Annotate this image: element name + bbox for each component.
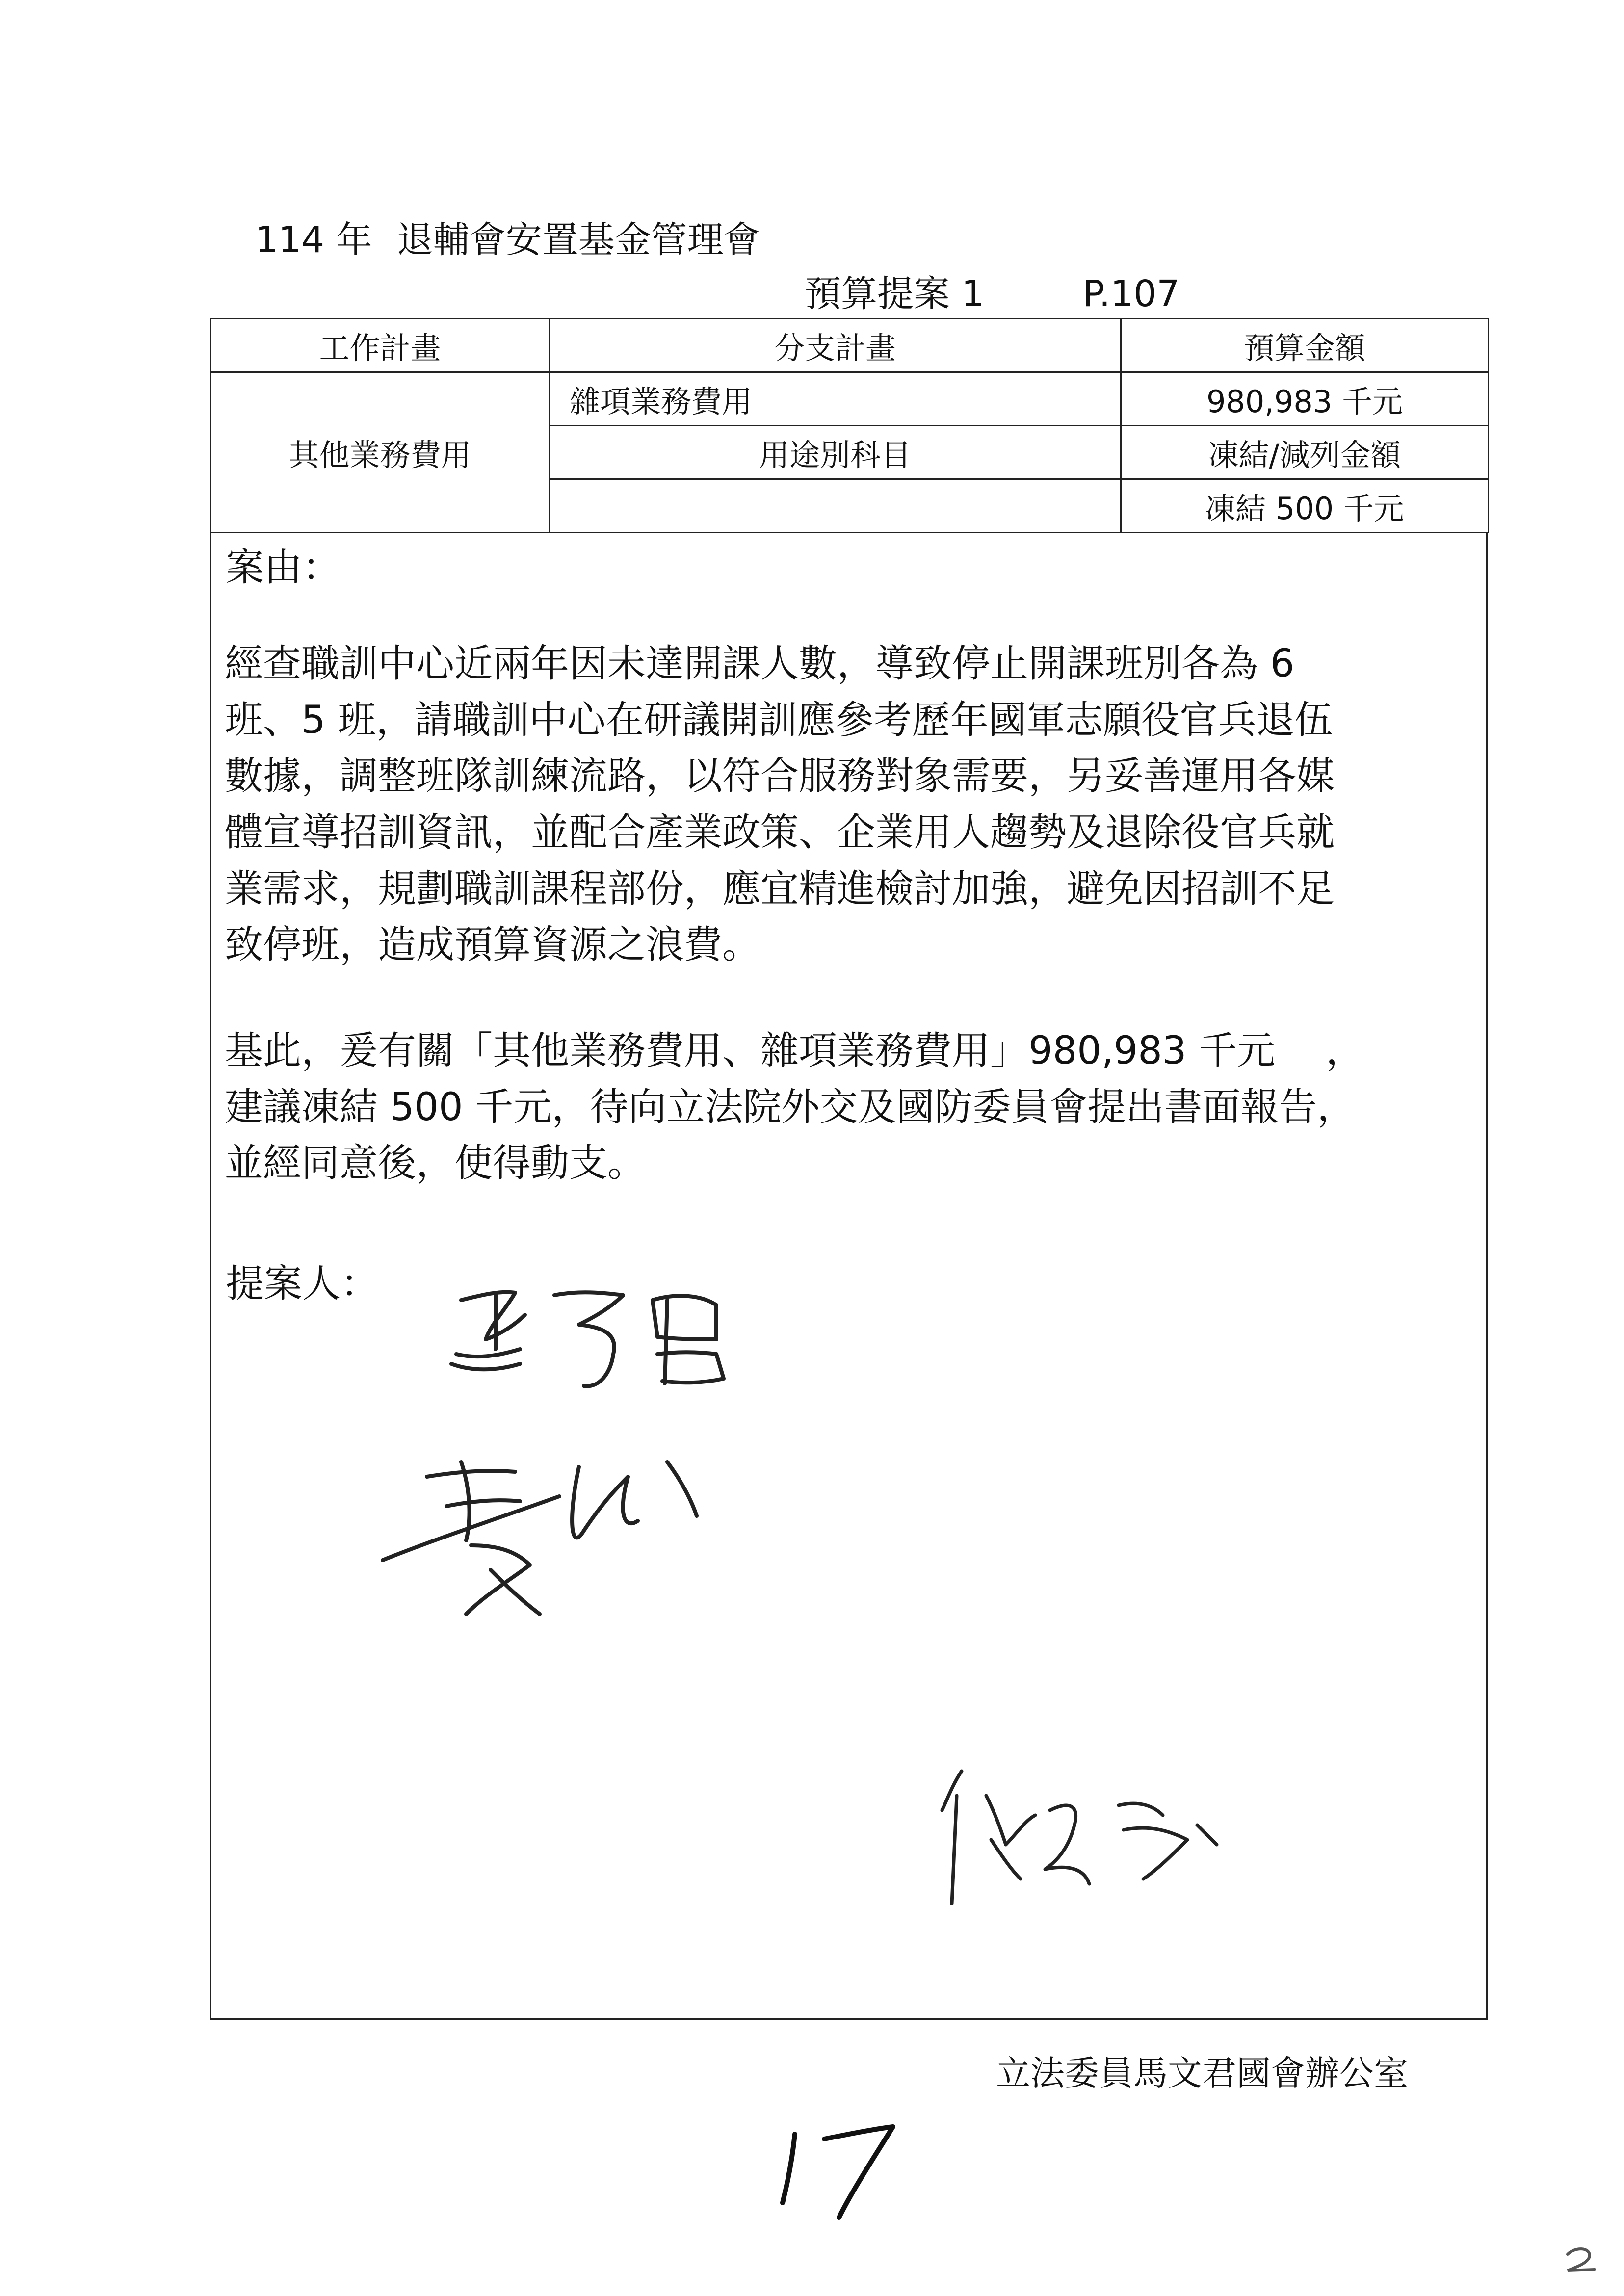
header-work-plan: 工作計畫 [211,319,550,372]
organization-name: 退輔會安置基金管理會 [396,219,760,261]
header-branch-plan: 分支計畫 [550,319,1121,372]
paragraph-line: 體宣導招訓資訊，並配合產業政策、企業用人趨勢及退除役官兵就 [225,810,1335,855]
paragraph-line: 致停班，造成預算資源之浪費。 [225,923,761,967]
fiscal-year: 114 年 [255,219,372,261]
paragraph-line: 基此，爰有關「其他業務費用、雜項業務費用」980,983 千元 ， [225,1029,1364,1073]
paragraph-line: 建議凍結 500 千元，待向立法院外交及國防委員會提出書面報告， [225,1085,1356,1129]
document-title [255,211,760,263]
office-name: 立法委員馬文君國會辦公室 [996,2053,1408,2093]
handwritten-signature-3 [922,1747,1227,1908]
table-row [211,372,1489,426]
proposer-label: 提案人： [226,1262,379,1306]
header-budget-amount: 預算金額 [1121,319,1489,372]
branch-plan-cell: 雜項業務費用 [550,372,1121,426]
paragraph-line: 並經同意後，使得動支。 [225,1141,646,1186]
table-header-row [211,319,1489,372]
usage-category-label: 用途別科目 [550,426,1121,479]
proposal-number: 預算提案 1 [805,273,985,315]
reason-paragraph-2 [225,1023,1481,1192]
frozen-amount-cell: 凍結 500 千元 [1121,479,1489,533]
handwritten-page-number [765,2105,913,2227]
paragraph-line: 經查職訓中心近兩年因未達開課人數，導致停止開課班別各為 6 [225,642,1295,686]
handwritten-signature-1 [442,1266,760,1403]
reason-label: 案由： [226,546,341,590]
work-plan-cell: 其他業務費用 [211,372,550,533]
proposal-line [805,265,1179,317]
paragraph-line: 班、5 班，請職訓中心在研議開訓應參考歷年國軍志願役官兵退伍 [225,698,1333,742]
paragraph-line: 業需求，規劃職訓課程部份，應宜精進檢討加強，避免因招訓不足 [225,866,1335,911]
budget-table [210,318,1489,533]
handwritten-signature-2 [373,1433,726,1639]
usage-category-value [550,479,1121,533]
paragraph-line: 數據，調整班隊訓練流路，以符合服務對象需要，另妥善運用各媒 [225,754,1335,799]
corner-mark [1560,2242,1604,2276]
page-reference: P.107 [1082,273,1180,315]
reason-paragraph-1 [225,636,1481,973]
budget-amount-cell: 980,983 千元 [1121,372,1489,426]
frozen-cut-label: 凍結/減列金額 [1121,426,1489,479]
